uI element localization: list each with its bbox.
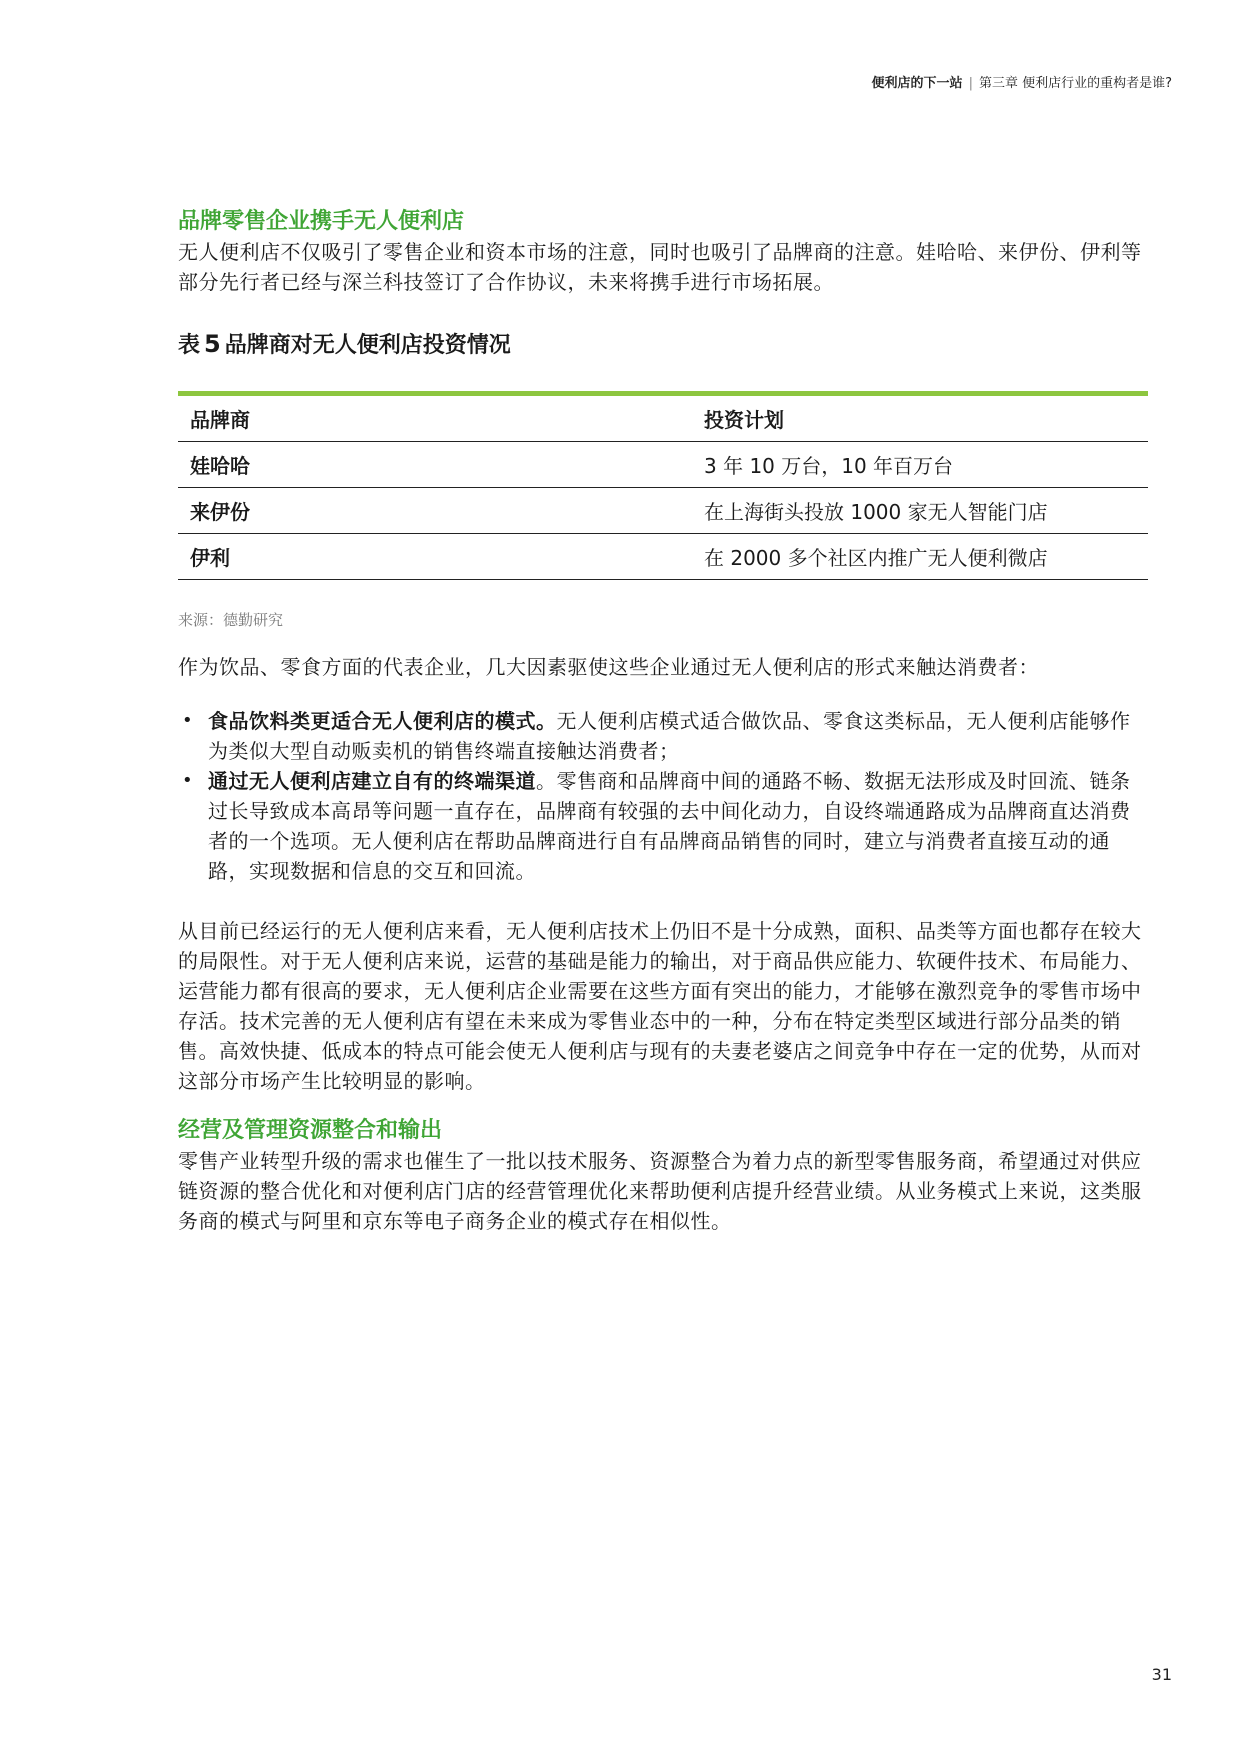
table-cell-brand: 伊利 [178, 534, 692, 580]
list-item [178, 706, 1148, 766]
intro-paragraph: 作为饮品、零食方面的代表企业，几大因素驱使这些企业通过无人便利店的形式来触达消费者： [178, 655, 1039, 679]
header-separator: | [968, 76, 973, 91]
table-title-number: 5 [204, 330, 221, 358]
table-title-prefix: 表 [178, 333, 201, 358]
bullet-dot-icon: • [182, 770, 194, 791]
document-title: 便利店的下一站 [871, 76, 963, 91]
page-number: 31 [1151, 1665, 1172, 1684]
table-row [178, 442, 1148, 488]
table-header-plan: 投资计划 [692, 394, 1148, 442]
table-title [178, 327, 1148, 363]
table-cell-brand: 娃哈哈 [178, 442, 692, 488]
table-cell-plan: 3 年 10 万台，10 年百万台 [692, 442, 1148, 488]
investment-table [178, 391, 1148, 580]
page-content [178, 207, 1148, 1236]
running-header [872, 72, 1172, 91]
table-header-row [178, 394, 1148, 442]
table-header-brand: 品牌商 [178, 394, 692, 442]
table-cell-plan: 在上海街头投放 1000 家无人智能门店 [692, 488, 1148, 534]
bullet-lead: 食品饮料类更适合无人便利店的模式。 [208, 709, 557, 733]
bullet-dot-icon: • [182, 710, 194, 731]
table-row [178, 534, 1148, 580]
section-heading-brand-retail: 品牌零售企业携手无人便利店 [178, 209, 465, 234]
table-cell-brand: 来伊份 [178, 488, 692, 534]
chapter-title: 第三章 便利店行业的重构者是谁? [978, 76, 1172, 91]
bullet-text: 无人便利店模式适合做饮品、零食这类标品，无人便利店能够作为类似大型自动贩卖机的销售终端直接触达消费者； [208, 709, 1131, 763]
list-item [178, 766, 1148, 886]
table-cell-plan: 在 2000 多个社区内推广无人便利微店 [692, 534, 1148, 580]
table-row [178, 488, 1148, 534]
section-paragraph-brand-retail: 无人便利店不仅吸引了零售企业和资本市场的注意，同时也吸引了品牌商的注意。娃哈哈、来伊份、伊利等部分先行者已经与深兰科技签订了合作协议，未来将携手进行市场拓展。 [178, 240, 1142, 294]
analysis-paragraph: 从目前已经运行的无人便利店来看，无人便利店技术上仍旧不是十分成熟，面积、品类等方面也都存在较大的局限性。对于无人便利店来说，运营的基础是能力的输出，对于商品供应能力、软硬件技术、布局能力、运营能力都有很高的要求，无人便利店企业需要在这些方面有突出的能力，才能够在激烈竞争的零售市场中存活。技术完善的无人便利店有望在未来成为零售业态中的一种，分布在特定类型区域进行部分品类的销售。高效快捷、低成本的特点可能会使无人便利店与现有的夫妻老婆店之间竞争中存在一定的优势，从而对这部分市场产生比较明显的影响。 [178, 919, 1142, 1093]
bullet-text: 。零售商和品牌商中间的通路不畅、数据无法形成及时回流、链条过长导致成本高昂等问题一直存在，品牌商有较强的去中间化动力，自设终端通路成为品牌商直达消费者的一个选项。无人便利店在帮助品牌商进行自有品牌商品销售的同时，建立与消费者直接互动的通路，实现数据和信息的交互和回流。 [208, 769, 1131, 883]
bullet-lead: 通过无人便利店建立自有的终端渠道 [208, 769, 536, 793]
section-paragraph-resource-integration: 零售产业转型升级的需求也催生了一批以技术服务、资源整合为着力点的新型零售服务商，希望通过对供应链资源的整合优化和对便利店门店的经营管理优化来帮助便利店提升经营业绩。从业务模式上来说，这类服务商的模式与阿里和京东等电子商务企业的模式存在相似性。 [178, 1149, 1142, 1233]
table-title-text: 品牌商对无人便利店投资情况 [224, 333, 511, 358]
table-source-note: 来源：德勤研究 [178, 611, 284, 629]
section-heading-resource-integration: 经营及管理资源整合和输出 [178, 1118, 443, 1143]
bullet-list [178, 706, 1148, 886]
